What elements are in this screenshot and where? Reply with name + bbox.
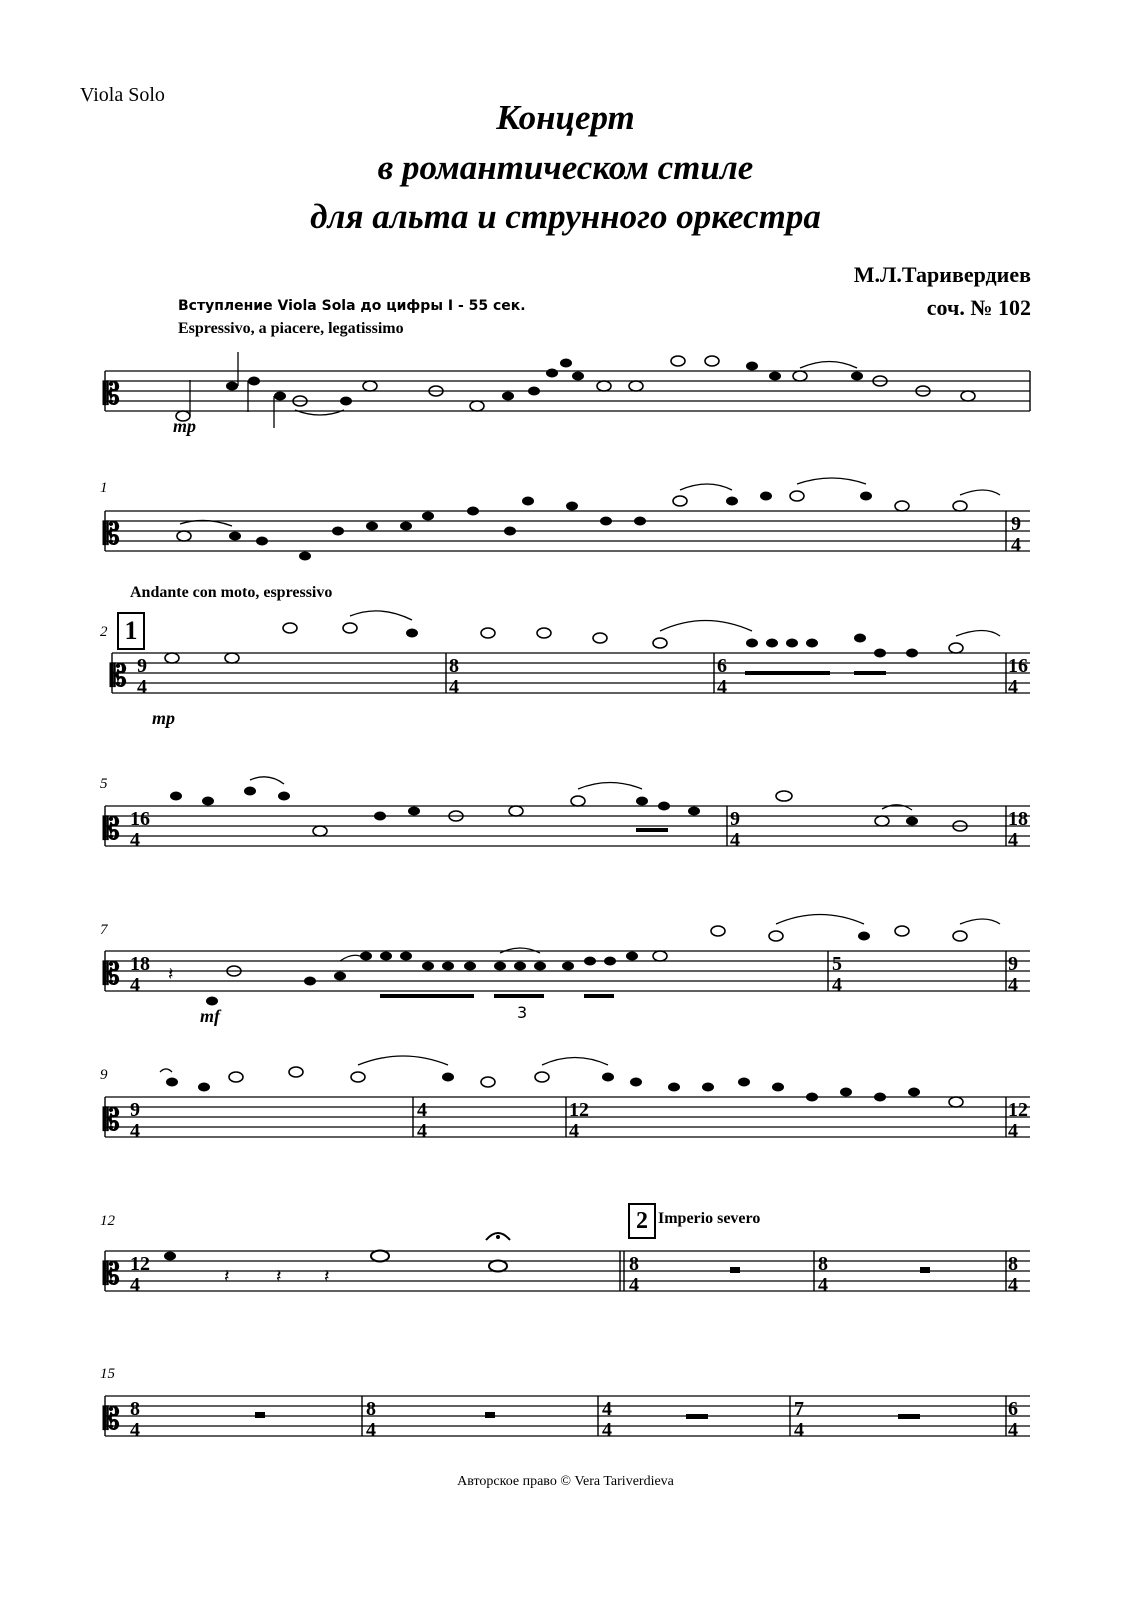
time-sig-denominator: 4 bbox=[1008, 1419, 1018, 1441]
tempo-andante: Andante con moto, espressivo bbox=[130, 584, 333, 601]
time-sig-numerator: 16 bbox=[1008, 655, 1028, 677]
time-sig-denominator: 4 bbox=[130, 974, 140, 996]
time-sig-numerator: 6 bbox=[1008, 1398, 1018, 1420]
time-sig-denominator: 4 bbox=[130, 829, 140, 851]
time-sig-denominator: 4 bbox=[730, 829, 740, 851]
time-sig-numerator: 12 bbox=[1008, 1099, 1028, 1121]
alto-clef: 𝄡 bbox=[103, 1402, 120, 1437]
slur bbox=[960, 919, 1000, 924]
copyright: Авторское право © Vera Tariverdieva bbox=[457, 1474, 674, 1489]
alto-clef: 𝄡 bbox=[110, 659, 127, 694]
time-sig-numerator: 9 bbox=[730, 808, 740, 830]
time-sig-numerator: 9 bbox=[137, 655, 147, 677]
svg-text:𝄽: 𝄽 bbox=[324, 1266, 330, 1287]
intro-tempo: Espressivo, a piacere, legatissimo bbox=[178, 320, 404, 337]
time-sig-numerator: 8 bbox=[818, 1253, 828, 1275]
time-sig-numerator: 16 bbox=[130, 808, 150, 830]
time-sig-numerator: 8 bbox=[1008, 1253, 1018, 1275]
time-sig-numerator: 9 bbox=[1008, 953, 1018, 975]
slur bbox=[250, 777, 284, 784]
title-line-1: Концерт bbox=[496, 98, 635, 137]
time-sig-denominator: 4 bbox=[1008, 829, 1018, 851]
measure-number: 1 bbox=[100, 480, 108, 496]
notes-system-1 bbox=[177, 491, 967, 561]
time-sig-denominator: 4 bbox=[629, 1274, 639, 1296]
time-sig-denominator: 4 bbox=[569, 1120, 579, 1142]
time-sig-denominator: 4 bbox=[1008, 676, 1018, 698]
time-sig-numerator: 6 bbox=[717, 655, 727, 677]
dynamic-mark: mf bbox=[200, 1006, 220, 1026]
part-name: Viola Solo bbox=[80, 84, 165, 106]
notes-system-0 bbox=[176, 352, 975, 428]
whole-rest bbox=[255, 1412, 265, 1418]
half-rest bbox=[898, 1414, 920, 1419]
whole-rest bbox=[485, 1412, 495, 1418]
time-sig-numerator: 18 bbox=[1008, 808, 1028, 830]
slur bbox=[956, 631, 1000, 637]
time-sig-numerator: 8 bbox=[366, 1398, 376, 1420]
notes-system-5 bbox=[166, 1067, 963, 1107]
alto-clef: 𝄡 bbox=[103, 1103, 120, 1138]
time-sig-denominator: 4 bbox=[1011, 534, 1021, 556]
time-sig-denominator: 4 bbox=[717, 676, 727, 698]
time-sig-numerator: 4 bbox=[417, 1099, 427, 1121]
time-sig-numerator: 9 bbox=[1011, 513, 1021, 535]
time-sig-denominator: 4 bbox=[1008, 974, 1018, 996]
measure-number: 5 bbox=[100, 776, 108, 792]
half-rest bbox=[686, 1414, 708, 1419]
opus-number: соч. № 102 bbox=[926, 295, 1031, 320]
time-sig-denominator: 4 bbox=[366, 1419, 376, 1441]
tempo-imperio: Imperio severo bbox=[658, 1210, 761, 1227]
notes-system-2 bbox=[165, 623, 963, 663]
alto-clef: 𝄡 bbox=[103, 812, 120, 847]
time-sig-denominator: 4 bbox=[832, 974, 842, 996]
notes-system-3 bbox=[170, 787, 967, 837]
time-sig-denominator: 4 bbox=[130, 1120, 140, 1142]
time-sig-denominator: 4 bbox=[818, 1274, 828, 1296]
staff-system-1 bbox=[105, 511, 1030, 551]
staff-system-3 bbox=[105, 806, 1030, 846]
dynamic-mark: mp bbox=[173, 416, 197, 436]
time-sig-numerator: 8 bbox=[629, 1253, 639, 1275]
staff-system-2 bbox=[112, 653, 1030, 693]
slur bbox=[800, 362, 857, 369]
time-sig-denominator: 4 bbox=[794, 1419, 804, 1441]
slur bbox=[358, 1056, 448, 1065]
rehearsal-mark-2: 2 bbox=[628, 1203, 656, 1239]
slur bbox=[960, 490, 1000, 495]
alto-clef: 𝄡 bbox=[103, 1257, 120, 1292]
tuplet-number: 3 bbox=[517, 1003, 528, 1022]
notes-system-4 bbox=[206, 926, 967, 1006]
whole-rest bbox=[920, 1267, 930, 1273]
time-sig-numerator: 4 bbox=[602, 1398, 612, 1420]
composer: М.Л.Таривердиев bbox=[853, 262, 1031, 287]
slur bbox=[542, 1058, 608, 1066]
rehearsal-mark-1: 1 bbox=[117, 612, 145, 650]
time-sig-numerator: 18 bbox=[130, 953, 150, 975]
slur bbox=[578, 783, 642, 790]
measure-number: 7 bbox=[100, 922, 108, 938]
intro-note: Вступление Viola Sola до цифры I - 55 сек. bbox=[178, 298, 526, 314]
time-sig-denominator: 4 bbox=[1008, 1120, 1018, 1142]
svg-text:𝄽: 𝄽 bbox=[224, 1266, 230, 1287]
time-sig-numerator: 12 bbox=[569, 1099, 589, 1121]
time-sig-denominator: 4 bbox=[602, 1419, 612, 1441]
time-sig-numerator: 5 bbox=[832, 953, 842, 975]
staff-system-5 bbox=[105, 1097, 1030, 1137]
measure-number: 15 bbox=[100, 1366, 115, 1382]
slur bbox=[680, 484, 732, 490]
alto-clef: 𝄡 bbox=[103, 377, 120, 412]
time-sig-numerator: 7 bbox=[794, 1398, 804, 1420]
staff-system-0 bbox=[105, 371, 1030, 411]
time-sig-denominator: 4 bbox=[137, 676, 147, 698]
slur bbox=[776, 915, 864, 925]
staff-system-7 bbox=[105, 1396, 1030, 1436]
title-line-3: для альта и струнного оркестра bbox=[310, 197, 821, 236]
alto-clef: 𝄡 bbox=[103, 957, 120, 992]
time-sig-denominator: 4 bbox=[130, 1274, 140, 1296]
measure-number: 2 bbox=[100, 624, 108, 640]
slur bbox=[660, 621, 752, 632]
time-sig-denominator: 4 bbox=[449, 676, 459, 698]
slur bbox=[797, 478, 866, 484]
alto-clef: 𝄡 bbox=[103, 517, 120, 552]
measure-number: 12 bbox=[100, 1213, 115, 1229]
whole-rest bbox=[730, 1267, 740, 1273]
dynamic-mark: mp bbox=[152, 708, 176, 728]
time-sig-denominator: 4 bbox=[417, 1120, 427, 1142]
time-sig-numerator: 8 bbox=[130, 1398, 140, 1420]
staff-system-4 bbox=[105, 951, 1030, 991]
title-line-2: в романтическом стиле bbox=[377, 148, 754, 187]
svg-text:𝄽: 𝄽 bbox=[276, 1266, 282, 1287]
slur bbox=[350, 611, 412, 620]
time-sig-denominator: 4 bbox=[130, 1419, 140, 1441]
quarter-rest: 𝄽 bbox=[168, 964, 174, 985]
notes-system-6 bbox=[164, 1233, 930, 1287]
staff-system-6 bbox=[105, 1251, 1030, 1291]
time-sig-denominator: 4 bbox=[1008, 1274, 1018, 1296]
slur bbox=[160, 1069, 172, 1072]
time-sig-numerator: 8 bbox=[449, 655, 459, 677]
time-sig-numerator: 12 bbox=[130, 1253, 150, 1275]
time-sig-numerator: 9 bbox=[130, 1099, 140, 1121]
measure-number: 9 bbox=[100, 1067, 108, 1083]
